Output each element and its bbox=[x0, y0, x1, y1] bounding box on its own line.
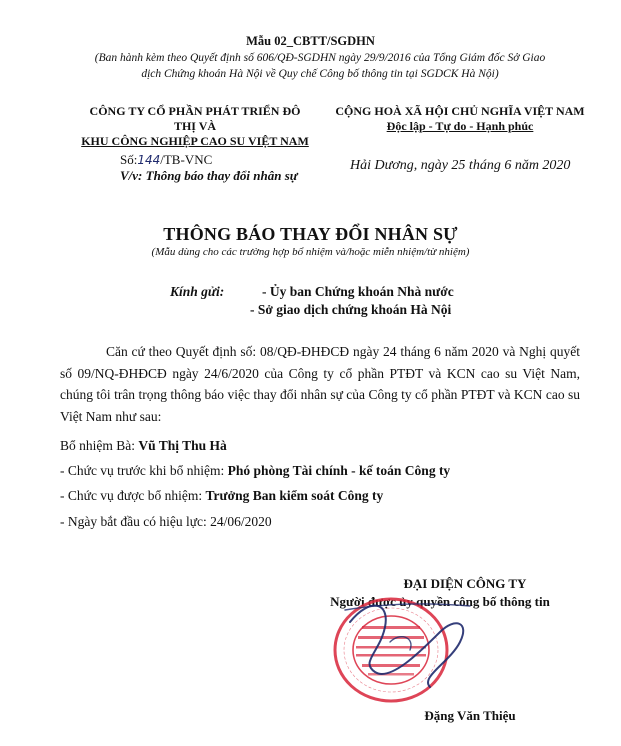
new-position-value: Trưởng Ban kiểm soát Công ty bbox=[205, 488, 384, 503]
representative-title: ĐẠI DIỆN CÔNG TY bbox=[403, 576, 527, 591]
form-code: Mẫu 02_CBTT/SGDHN bbox=[246, 34, 375, 48]
company-name-line2: KHU CÔNG NGHIỆP CAO SU VIỆT NAM bbox=[81, 134, 309, 148]
form-note: (Ban hành kèm theo Quyết định số 606/QĐ-SGDHN ngày 29/9/2016 của Tổng Giám đốc Sở Giao dịch Chứng khoán Hà Nội về Quy chế Công bố thông tin tại SGDCK Hà Nội) bbox=[94, 52, 546, 80]
new-position-line bbox=[60, 488, 383, 504]
authorized-person-title: Người được ủy quyền công bố thông tin bbox=[330, 594, 550, 609]
signer-name: Đặng Văn Thiệu bbox=[424, 708, 516, 723]
national-header bbox=[330, 104, 590, 134]
document-subtitle: (Mẫu dùng cho các trường hợp bổ nhiệm và/hoặc miễn nhiệm/từ nhiệm) bbox=[151, 246, 470, 258]
document-subject: V/v: Thông báo thay đổi nhân sự bbox=[120, 168, 298, 183]
appointee-name: Vũ Thị Thu Hà bbox=[138, 438, 227, 453]
previous-position-label: - Chức vụ trước khi bổ nhiệm: bbox=[60, 463, 228, 478]
body-paragraph: Căn cứ theo Quyết định số: 08/QĐ-ĐHĐCĐ ngày 24 tháng 6 năm 2020 và Nghị quyết số 09/NQ-ĐHĐCĐ ngày 24/6/2020 của Công ty cổ phần PTĐT và KCN cao su Việt Nam, chúng tôi trân trọng thông báo việc thay đổi nhân sự của Công ty cổ phần PTĐT và KCN cao su Việt Nam như sau: bbox=[60, 344, 580, 424]
appointee-line bbox=[60, 438, 227, 454]
national-name: CỘNG HOÀ XÃ HỘI CHỦ NGHĨA VIỆT NAM bbox=[335, 104, 585, 118]
appointee-label: Bổ nhiệm Bà: bbox=[60, 438, 139, 453]
previous-position-line bbox=[60, 463, 450, 479]
document-number-prefix: Số: bbox=[120, 152, 138, 167]
effective-date-line: - Ngày bắt đầu có hiệu lực: 24/06/2020 bbox=[60, 514, 272, 529]
new-position-label: - Chức vụ được bổ nhiệm: bbox=[60, 488, 206, 503]
recipients-label: Kính gửi: bbox=[170, 284, 225, 299]
document-number bbox=[120, 152, 212, 168]
handwritten-signature-image bbox=[330, 592, 480, 702]
document-number-handwritten: 144 bbox=[137, 153, 161, 167]
place-date: Hải Dương, ngày 25 tháng 6 năm 2020 bbox=[350, 158, 571, 173]
recipient-item: - Sở giao dịch chứng khoán Hà Nội bbox=[250, 302, 452, 317]
document-number-suffix: /TB-VNC bbox=[160, 152, 213, 167]
recipient-item: - Ủy ban Chứng khoán Nhà nước bbox=[262, 284, 454, 299]
company-name-line1: CÔNG TY CỔ PHẦN PHÁT TRIỂN ĐÔ THỊ VÀ bbox=[89, 104, 301, 133]
national-motto: Độc lập - Tự do - Hạnh phúc bbox=[386, 119, 534, 133]
previous-position-value: Phó phòng Tài chính - kế toán Công ty bbox=[227, 463, 451, 478]
company-name bbox=[80, 104, 310, 149]
document-title: THÔNG BÁO THAY ĐỔI NHÂN SỰ bbox=[163, 224, 458, 244]
